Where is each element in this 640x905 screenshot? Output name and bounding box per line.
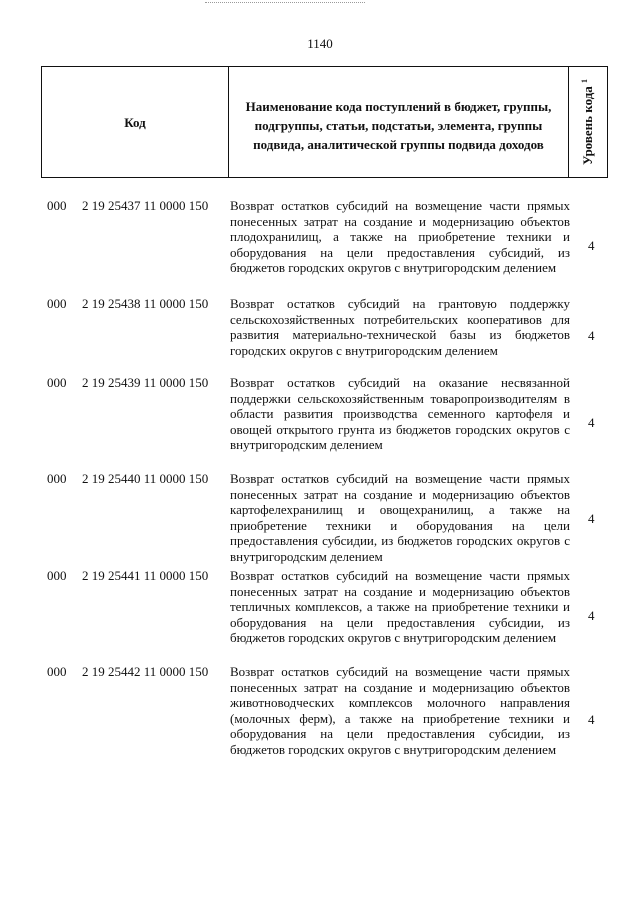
level-footnote-mark: 1 bbox=[579, 78, 589, 83]
admin-code: 000 bbox=[47, 664, 67, 679]
revenue-code: 2 19 25438 11 0000 150 bbox=[82, 296, 209, 311]
scan-edge-mark bbox=[205, 2, 365, 3]
revenue-name: Возврат остатков субсидий на возмещение части прямых понесенных затрат на создание и модернизацию объектов картофелехранилищ и овощехранилищ, а также на приобретение техники и оборудования на цели предоставления субсидии, из бюджетов городских округов с внутригородским делением bbox=[230, 471, 570, 564]
revenue-name: Возврат остатков субсидий на возмещение части прямых понесенных затрат на создание и модернизацию объектов тепличных комплексов, а также на приобретение техники и оборудования на цели предоставления субсидии, из бюджетов городских округов с внутригородским делением bbox=[230, 568, 570, 646]
revenue-code: 2 19 25440 11 0000 150 bbox=[82, 471, 209, 486]
revenue-code: 2 19 25439 11 0000 150 bbox=[82, 375, 209, 390]
revenue-name: Возврат остатков субсидий на грантовую поддержку сельскохозяйственных потребительских кооперативов для развития материально-технической базы из бюджетов городских округов с внутригородским делением bbox=[230, 296, 570, 358]
admin-code: 000 bbox=[47, 471, 67, 486]
code-header-label: Код bbox=[124, 115, 146, 130]
code-column-header bbox=[42, 67, 229, 177]
level-column-header bbox=[569, 67, 607, 177]
code-level: 4 bbox=[588, 238, 595, 253]
revenue-name: Возврат остатков субсидий на возмещение части прямых понесенных затрат на создание и модернизацию объектов плодохранилищ, а также на приобретение техники и оборудования на цели предоставления субсидий, из бюджетов городских округов с внутригородским делением bbox=[230, 198, 570, 276]
admin-code: 000 bbox=[47, 568, 67, 583]
code-level: 4 bbox=[588, 511, 595, 526]
name-header-label: Наименование кода поступлений в бюджет, группы, подгруппы, статьи, подстатьи, элемента, группы подвида, аналитической группы подвида доходов bbox=[245, 99, 552, 152]
revenue-code: 2 19 25442 11 0000 150 bbox=[82, 664, 209, 679]
name-column-header bbox=[229, 67, 569, 177]
revenue-name: Возврат остатков субсидий на возмещение части прямых понесенных затрат на создание и модернизацию объектов животноводческих комплексов молочного направления (молочных ферм), а также на приобретение техники и оборудования на цели предоставления субсидии, из бюджетов городских округов с внутригородским делением bbox=[230, 664, 570, 757]
code-level: 4 bbox=[588, 328, 595, 343]
code-level: 4 bbox=[588, 415, 595, 430]
admin-code: 000 bbox=[47, 375, 67, 390]
admin-code: 000 bbox=[47, 198, 67, 213]
revenue-name: Возврат остатков субсидий на оказание несвязанной поддержки сельскохозяйственным товаропроизводителям в области развития производства семенного картофеля и овощей открытого грунта из бюджетов городских округов с внутригородским делением bbox=[230, 375, 570, 453]
admin-code: 000 bbox=[47, 296, 67, 311]
code-level: 4 bbox=[588, 712, 595, 727]
table-header bbox=[41, 66, 608, 178]
code-level: 4 bbox=[588, 608, 595, 623]
level-header-label: Уровень кода $^1$ bbox=[579, 78, 596, 166]
revenue-code: 2 19 25437 11 0000 150 bbox=[82, 198, 209, 213]
revenue-code: 2 19 25441 11 0000 150 bbox=[82, 568, 209, 583]
page-number: 1140 bbox=[307, 36, 333, 51]
